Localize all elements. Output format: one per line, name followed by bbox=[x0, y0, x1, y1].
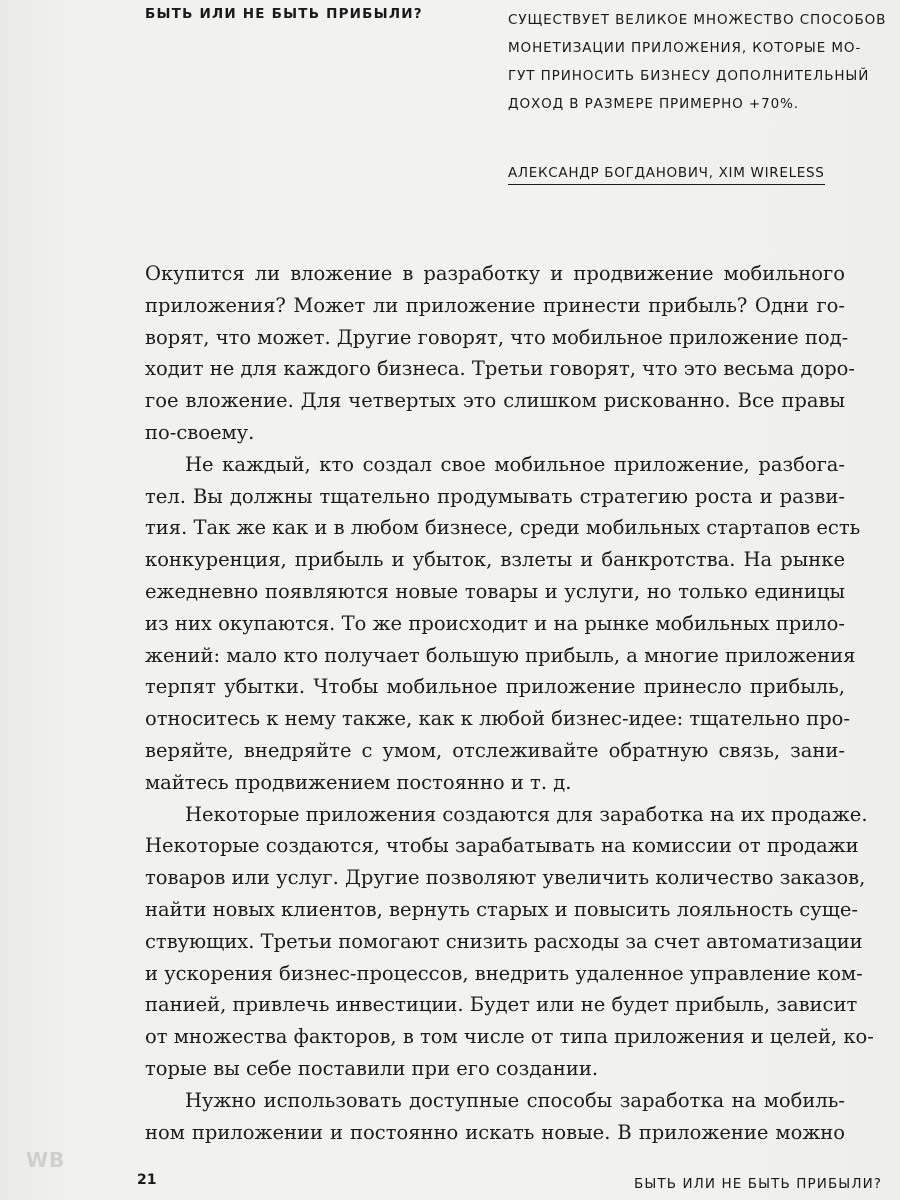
text-line: Окупится ли вложение в разработку и продвижение мобильного bbox=[145, 262, 845, 285]
text-line: Не каждый, кто создал свое мобильное приложение, разбога- bbox=[185, 452, 845, 476]
text-line: ходит не для каждого бизнеса. Третьи говорят, что это весьма доро- bbox=[145, 357, 856, 381]
text-line: ежедневно появляются новые товары и услуги, но только единицы bbox=[145, 579, 845, 603]
body-text bbox=[145, 258, 874, 1148]
text-line: найти новых клиентов, вернуть старых и повысить лояльность суще- bbox=[145, 897, 858, 921]
section-heading: БЫТЬ ИЛИ НЕ БЫТЬ ПРИБЫЛИ? bbox=[145, 6, 423, 22]
text-line: по-своему. bbox=[145, 420, 255, 444]
text-line: майтесь продвижением постоянно и т. д. bbox=[145, 770, 572, 794]
wb-watermark: WB bbox=[26, 1148, 66, 1172]
text-line: тел. Вы должны тщательно продумывать стратегию роста и разви- bbox=[145, 484, 845, 508]
epigraph-line: ГУТ ПРИНОСИТЬ БИЗНЕСУ ДОПОЛНИТЕЛЬНЫЙ bbox=[508, 68, 870, 84]
text-line: и ускорения бизнес-процессов, внедрить удаленное управление ком- bbox=[145, 961, 863, 985]
text-line: ворят, что может. Другие говорят, что мобильное приложение под- bbox=[145, 325, 849, 349]
epigraph-line: МОНЕТИЗАЦИИ ПРИЛОЖЕНИЯ, КОТОРЫЕ МО- bbox=[508, 40, 862, 56]
text-line: Некоторые приложения создаются для заработка на их продаже. bbox=[185, 802, 868, 826]
text-line: Нужно использовать доступные способы заработка на мобиль- bbox=[185, 1088, 845, 1112]
text-line: относитесь к нему также, как к любой бизнес-идее: тщательно про- bbox=[145, 707, 850, 731]
text-line: панией, привлечь инвестиции. Будет или не будет прибыль, зависит bbox=[145, 993, 858, 1017]
text-line: тия. Так же как и в любом бизнесе, среди мобильных стартапов есть bbox=[145, 516, 861, 540]
text-line: ном приложении и постоянно искать новые. В приложение можно bbox=[145, 1120, 845, 1144]
text-line: веряйте, внедряйте с умом, отслеживайте обратную связь, зани- bbox=[145, 738, 845, 762]
text-line: терпят убытки. Чтобы мобильное приложение принесло прибыль, bbox=[145, 675, 845, 699]
text-line: торые вы себе поставили при его создании. bbox=[145, 1056, 599, 1080]
epigraph-author: АЛЕКСАНДР БОГДАНОВИЧ, XIM WIRELESS bbox=[508, 165, 825, 185]
text-line: из них окупаются. То же происходит и на рынке мобильных прило- bbox=[145, 611, 845, 635]
text-line: конкуренция, прибыль и убыток, взлеты и банкротства. На рынке bbox=[145, 548, 845, 572]
page-number: 21 bbox=[137, 1172, 157, 1188]
epigraph-line: ДОХОД В РАЗМЕРЕ ПРИМЕРНО +70%. bbox=[508, 96, 799, 112]
running-footer-title: БЫТЬ ИЛИ НЕ БЫТЬ ПРИБЫЛИ? bbox=[634, 1176, 883, 1192]
epigraph-line: СУЩЕСТВУЕТ ВЕЛИКОЕ МНОЖЕСТВО СПОСОБОВ bbox=[508, 12, 887, 28]
text-line: приложения? Может ли приложение принести прибыль? Одни го- bbox=[145, 293, 845, 317]
text-line: жений: мало кто получает большую прибыль, а многие приложения bbox=[145, 643, 856, 667]
text-line: товаров или услуг. Другие позволяют увеличить количество заказов, bbox=[145, 866, 866, 890]
text-line: гое вложение. Для четвертых это слишком рискованно. Все правы bbox=[145, 389, 845, 413]
text-line: от множества факторов, в том числе от типа приложения и целей, ко- bbox=[145, 1025, 874, 1049]
text-line: ствующих. Третьи помогают снизить расходы за счет автоматизации bbox=[145, 929, 863, 953]
text-line: Некоторые создаются, чтобы зарабатывать на комиссии от продажи bbox=[145, 834, 859, 858]
epigraph-quote bbox=[508, 6, 887, 118]
